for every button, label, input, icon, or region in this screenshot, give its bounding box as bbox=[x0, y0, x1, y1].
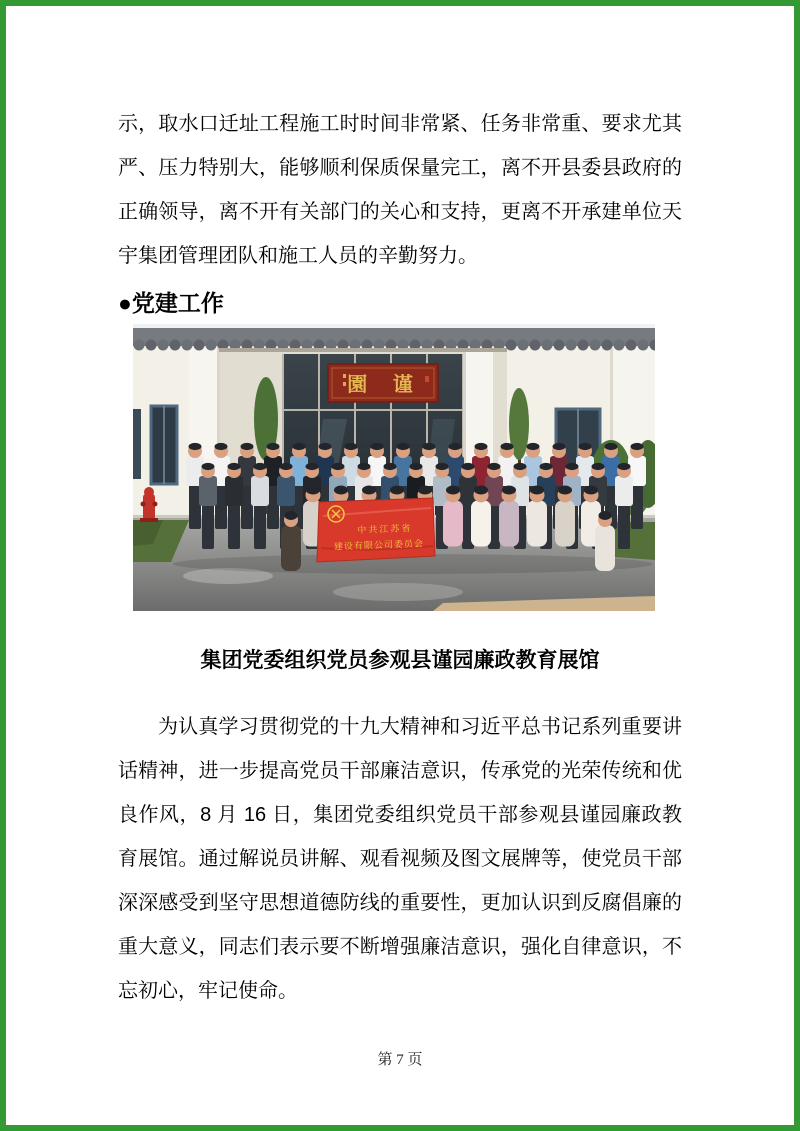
person-figure bbox=[595, 511, 615, 571]
roof-tile bbox=[542, 340, 553, 351]
roof-tile bbox=[206, 340, 217, 351]
roof-tile bbox=[518, 340, 529, 351]
roof-tile bbox=[194, 340, 205, 351]
roof-tile bbox=[158, 340, 169, 351]
roof-tile bbox=[554, 340, 565, 351]
roof-tile bbox=[506, 340, 517, 351]
roof-tile bbox=[638, 340, 649, 351]
roof-tile bbox=[578, 340, 589, 351]
roof-tile bbox=[182, 340, 193, 351]
banner-text-line1: 中共江苏省 bbox=[357, 523, 413, 535]
page-number: 第 7 页 bbox=[377, 1052, 423, 1068]
roof-tile bbox=[590, 340, 601, 351]
photo-caption: 集团党委组织党员参观县谨园廉政教育展馆 bbox=[200, 649, 600, 672]
left-window bbox=[133, 406, 177, 484]
person-figure bbox=[281, 511, 301, 571]
roof-tile bbox=[134, 340, 145, 351]
paragraph-1: 示，取水口迁址工程施工时时间非常紧、任务非常重、要求尤其严、压力特别大，能够顺利保质保量完工，离不开县委县政府的正确领导，离不开有关部门的关心和支持，更离不开承建单位天宇集团管理团队和施工人员的辛勤努力。 bbox=[118, 113, 682, 267]
group-photo bbox=[133, 324, 655, 611]
roof-tile bbox=[530, 340, 541, 351]
paragraph-2: 为认真学习贯彻党的十九大精神和习近平总书记系列重要讲话精神，进一步提高党员干部廉洁意识，传承党的光荣传统和优良作风，8 月 16 日，集团党委组织党员干部参观县谨园廉政教育展馆。通过解说员讲解、观看视频及图文展牌等，使党员干部深深感受到坚守思想道德防线的重要性，更加认识到反腐倡廉的重大意义，同志们表示要不断增强廉洁意识，强化自律意识，不忘初心，牢记使命。 bbox=[118, 716, 682, 1002]
person-figure bbox=[555, 486, 575, 547]
roof-tile bbox=[566, 340, 577, 351]
roof-tile bbox=[626, 340, 637, 351]
person-figure bbox=[443, 486, 463, 547]
group-photo-illustration bbox=[133, 324, 655, 611]
roof-tile bbox=[614, 340, 625, 351]
roof-tile bbox=[602, 340, 613, 351]
person-figure bbox=[471, 486, 491, 547]
section-heading-party-work: ●党建工作 bbox=[118, 290, 224, 316]
plaque-text: 園 谨 bbox=[347, 374, 423, 396]
person-figure bbox=[527, 486, 547, 547]
party-banner bbox=[317, 498, 435, 562]
banner-text-line2: 建设有限公司委员会 bbox=[333, 538, 425, 552]
roof-tile bbox=[170, 340, 181, 351]
person-figure bbox=[499, 486, 519, 547]
entrance-plaque bbox=[328, 364, 438, 402]
roof-tile bbox=[146, 340, 157, 351]
